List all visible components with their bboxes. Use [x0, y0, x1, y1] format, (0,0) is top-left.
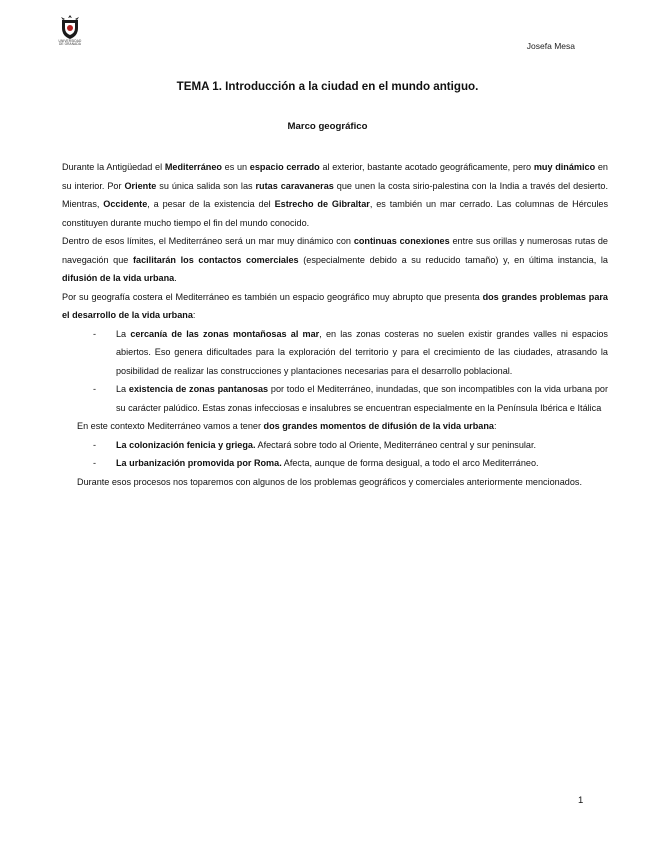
problems-list	[62, 325, 608, 418]
list-item: - La cercanía de las zonas montañosas al mar, en las zonas costeras no suelen existir grandes valles ni espacios abiertos. Eso genera dificultades para la exploración del territorio y para el crecimiento de las ciudades, atrasando la posibilidad de realizar las construcciones y plantaciones necesarias para el desarrollo poblacional.	[93, 328, 608, 376]
paragraph-5: Durante esos procesos nos toparemos con algunos de los problemas geográficos y comerciales anteriormente mencionados.	[77, 476, 582, 487]
document-title: TEMA 1. Introducción a la ciudad en el mundo antiguo.	[176, 80, 479, 93]
crest-icon	[59, 14, 81, 40]
logo-line-1: UNIVERSIDAD	[58, 39, 82, 43]
list-item: - La colonización fenicia y griega. Afectará sobre todo al Oriente, Mediterráneo central y sur peninsular.	[93, 439, 537, 450]
logo-line-2: DE GRANADA	[58, 42, 82, 47]
paragraph-3: Por su geografía costera el Mediterráneo es también un espacio geográfico muy abrupto que presenta dos grandes problemas para el desarrollo de la vida urbana:	[62, 291, 608, 320]
university-logo	[50, 14, 90, 54]
urbanization-list	[62, 436, 608, 473]
paragraph-2: Dentro de esos límites, el Mediterráneo será un mar muy dinámico con continuas conexiones entre sus orillas y numerosas rutas de navegación que facilitarán los contactos comerciales (especialmente debido a su reducido tamaño) y, en última instancia, la difusión de la vida urbana.	[62, 236, 608, 283]
page-number: 1	[578, 795, 584, 806]
paragraph-1: Durante la Antigüedad el Mediterráneo es un espacio cerrado al exterior, bastante acotado geográficamente, pero muy dinámico en su interior. Por Oriente su única salida son las rutas caravaneras que unen la costa sirio-palestina con la India a través del desierto. Mientras, Occidente, a pesar de la existencia del Estrecho de Gibraltar, es también un mar cerrado. Las columnas de Hércules constituyen durante mucho tiempo el fin del mundo conocido.	[62, 162, 609, 228]
section-subtitle: Marco geográfico	[287, 121, 368, 132]
paragraph-4: En este contexto Mediterráneo vamos a tener dos grandes momentos de difusión de la vida urbana:	[77, 421, 497, 431]
document-body	[62, 158, 608, 491]
author-name: Josefa Mesa	[526, 41, 575, 51]
list-item: - La urbanización promovida por Roma. Afecta, aunque de forma desigual, a todo el arco Mediterráneo.	[93, 458, 539, 468]
list-item: - La existencia de zonas pantanosas por todo el Mediterráneo, inundadas, que son incompatibles con la vida urbana por su carácter palúdico. Estas zonas infecciosas e insalubres se encuentran especialmente en la Península Ibérica e Itálica	[93, 384, 608, 413]
